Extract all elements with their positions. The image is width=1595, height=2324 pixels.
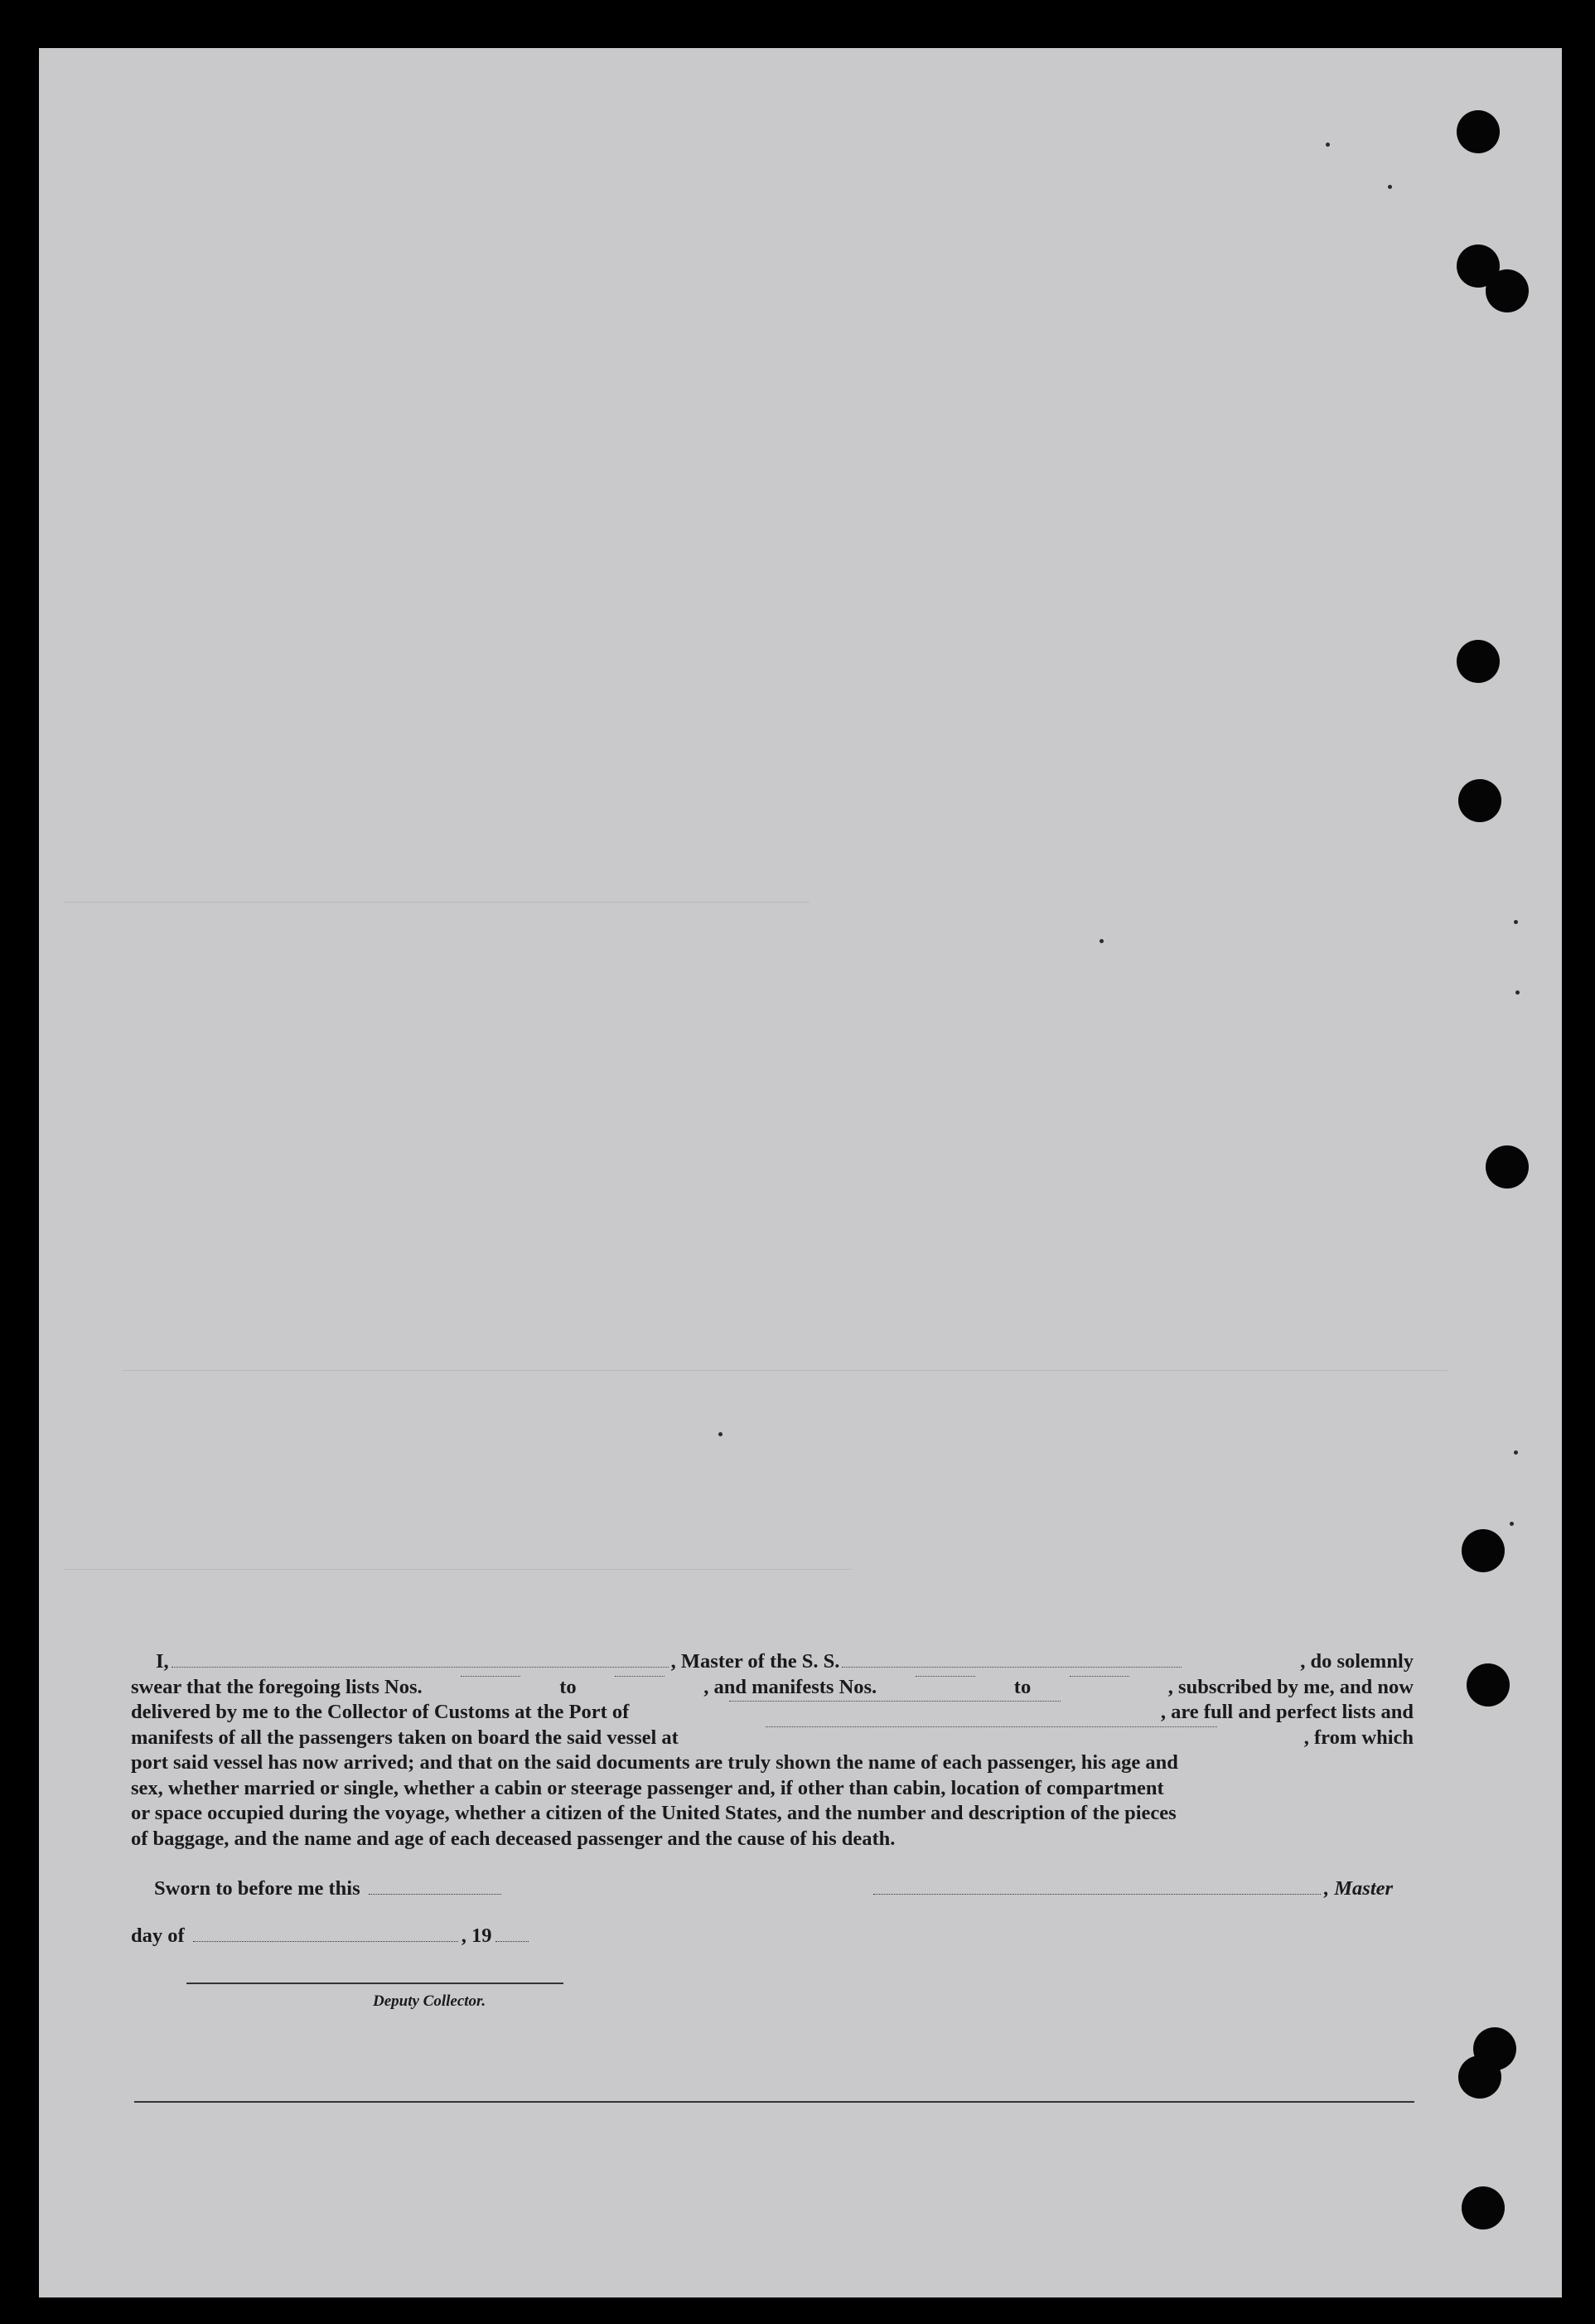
show-through-line (122, 1370, 1448, 1371)
oath-line-5 (131, 1750, 1414, 1776)
oath-paragraph (131, 1649, 1414, 1852)
punch-hole (1458, 2055, 1501, 2099)
blank-manifest-to[interactable] (1070, 1675, 1129, 1677)
bottom-rule (134, 2101, 1414, 2103)
blank-ship-name[interactable] (842, 1666, 1182, 1668)
deputy-signature-line[interactable] (186, 1983, 563, 1984)
sworn-row (154, 1877, 505, 1900)
oath-line-8 (131, 1827, 1414, 1852)
oath-text: , from which (1303, 1726, 1414, 1749)
master-signature-row (870, 1877, 1393, 1900)
oath-line-3 (131, 1700, 1414, 1726)
oath-text: , do solemnly (1300, 1650, 1414, 1673)
speck (1515, 990, 1520, 995)
oath-text: , subscribed by me, and now (1167, 1675, 1414, 1698)
speck (718, 1432, 723, 1436)
speck (1388, 185, 1392, 189)
oath-text: manifests of all the passengers taken on board the said vessel at (131, 1726, 679, 1749)
speck (1514, 1450, 1518, 1455)
day-label: day of (131, 1925, 185, 1947)
blank-manifest-from[interactable] (916, 1675, 975, 1677)
oath-line-6 (131, 1776, 1414, 1802)
oath-text: port said vessel has now arrived; and that on the said documents are truly shown the name of each passenger, his age and (131, 1751, 1178, 1774)
blank-list-from[interactable] (461, 1675, 520, 1677)
punch-hole (1486, 269, 1529, 312)
deputy-collector-label: Deputy Collector. (373, 1992, 486, 2010)
sworn-label: Sworn to before me this (154, 1877, 360, 1900)
punch-hole (1467, 1663, 1510, 1707)
blank-master-name[interactable] (172, 1666, 669, 1668)
blank-sworn-date[interactable] (369, 1894, 501, 1895)
oath-text: , are full and perfect lists and (1160, 1701, 1414, 1723)
oath-text: delivered by me to the Collector of Customs at the Port of (131, 1701, 630, 1723)
blank-day-month[interactable] (193, 1941, 458, 1942)
oath-line-4 (131, 1726, 1414, 1751)
oath-text: of baggage, and the name and age of each deceased passenger and the cause of his death. (131, 1827, 896, 1850)
year-label: , 19 (461, 1925, 492, 1947)
speck (1510, 1522, 1514, 1526)
punch-hole (1457, 110, 1500, 153)
blank-master-signature[interactable] (873, 1894, 1321, 1895)
punch-hole (1486, 1145, 1529, 1189)
blank-departure-port[interactable] (766, 1726, 1217, 1727)
oath-text: , and manifests Nos. (703, 1675, 877, 1698)
oath-text: to (1013, 1675, 1032, 1698)
oath-text: sex, whether married or single, whether a cabin or steerage passenger and, if other than cabin, location of compartment (131, 1776, 1164, 1799)
show-through-line (64, 902, 810, 903)
oath-text: , Master of the S. S. (670, 1650, 840, 1673)
speck (1100, 939, 1104, 943)
punch-hole (1457, 640, 1500, 683)
oath-text: or space occupied during the voyage, whether a citizen of the United States, and the number and description of the pieces (131, 1802, 1177, 1824)
oath-line-1 (131, 1649, 1414, 1675)
day-row (131, 1925, 532, 1948)
punch-hole (1458, 779, 1501, 822)
oath-line-7 (131, 1801, 1414, 1827)
blank-port[interactable] (729, 1700, 1061, 1702)
show-through-line (64, 1569, 851, 1570)
punch-hole (1462, 1529, 1505, 1572)
punch-hole (1462, 2186, 1505, 2230)
blank-list-to[interactable] (615, 1675, 665, 1677)
oath-text: swear that the foregoing lists Nos. (131, 1675, 423, 1698)
master-label: , Master (1324, 1877, 1394, 1900)
oath-line-2 (131, 1675, 1414, 1701)
speck (1514, 920, 1518, 924)
oath-text: I, (156, 1650, 169, 1673)
blank-year[interactable] (495, 1941, 529, 1942)
document-page (39, 48, 1562, 2297)
speck (1326, 143, 1330, 147)
oath-text: to (559, 1675, 577, 1698)
